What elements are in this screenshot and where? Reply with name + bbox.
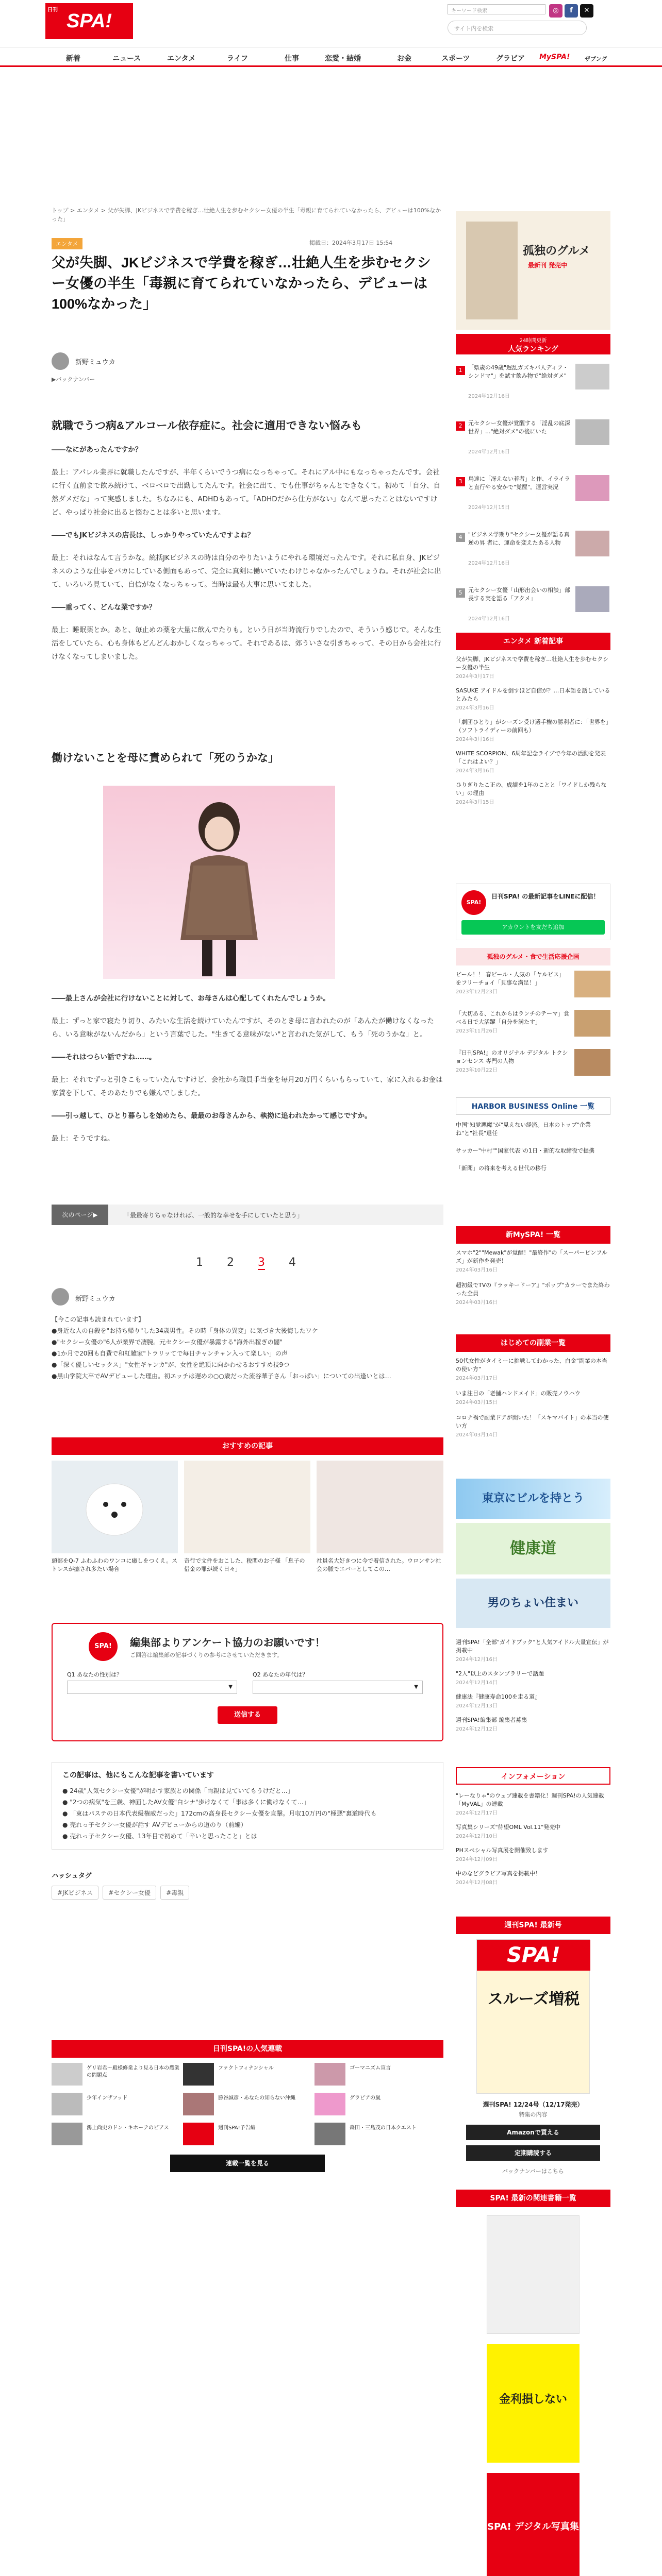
cover-title: スルーズ増税	[487, 1990, 580, 2008]
popular-item[interactable]: 勝谷誠彦・あなたの知らない沖縄	[183, 2093, 312, 2117]
hajime-item[interactable]: いま注目の「老舗ハンドメイド」の販売ノウハウ 2024年03月15日	[456, 1390, 581, 1405]
ranking-item[interactable]: 1 「県歳の49歳"遅乱ガズキバ人ディフ・シンドマ"」を試す飲み物で"絶対ダメ" 2024年12月16日	[456, 361, 610, 412]
interview-question: ――でもJKビジネスの店長は、しっかりやっていたんですよね？	[52, 531, 255, 539]
next-page-box[interactable]	[52, 1205, 443, 1225]
latest-books-heading: SPA! 最新の関連書籍一覧	[456, 2190, 610, 2207]
category-badge[interactable]: エンタメ	[52, 238, 82, 249]
chevron-down-icon: ▼	[414, 1684, 418, 1690]
kenko-banner[interactable]: 健康道	[456, 1523, 610, 1574]
recommend-title[interactable]: 頭部をQ-7 ふわふわのワンコに癒しをつくえ。ストレスが癒され多たい場合	[52, 1557, 178, 1572]
backnumber-link[interactable]: バックナンバーはこちら	[502, 2168, 564, 2175]
nav-zabungu[interactable]: ザブング	[585, 56, 607, 62]
facebook-icon[interactable]: f	[565, 4, 578, 18]
page-4[interactable]: 4	[289, 1256, 296, 1269]
gender-select[interactable]	[67, 1681, 237, 1694]
site-logo[interactable]: SPA!	[45, 3, 133, 39]
book-cover[interactable]: 金利損しない	[487, 2344, 580, 2463]
related-heading: この記事は、他にもこんな記事を書いています	[62, 1771, 214, 1780]
survey-heading: 編集部よりアンケート協力のお願いです！	[130, 1636, 325, 1649]
banner-character-image	[466, 222, 518, 319]
recommend-title[interactable]: 社員名大好きつに今で着信された。ウロンサン社会の脈でエバーとしてこの…	[317, 1557, 441, 1572]
header	[0, 0, 662, 47]
banner-title: 孤独のグルメ	[523, 245, 590, 258]
interview-answer: 最上：そうですね。	[52, 1134, 114, 1143]
popular-item[interactable]: グラビアの嵐	[315, 2093, 443, 2117]
next-page-label[interactable]: 次のページ▶	[52, 1205, 108, 1225]
author-link[interactable]: ●身近な人の自殺を"お持ち帰り"した34歳男性。その時「身体の異変」に気づき大後悔したワケ	[52, 1327, 318, 1334]
article-title: 父が失脚、JKビジネスで学費を稼ぎ…壮絶人生を歩むセクシー女優の半生「毒親に育てられていなかったら、デビューは100%なかった」	[52, 255, 431, 312]
harbor-item[interactable]: サッカー"中村""国家代表"の1日・新的な取締役で提携	[456, 1147, 595, 1154]
rank-number: 3	[456, 477, 465, 486]
ranking-item[interactable]: 4 "ビジネス学期り"セクシー女優が語る真逆の昇 者に、運命を変えたある人物 2024年12月16日	[456, 528, 610, 579]
popular-item[interactable]: 少年インザフッド	[52, 2093, 180, 2117]
popular-item[interactable]: 週刊SPA!予告編	[183, 2123, 312, 2147]
nav-money[interactable]: お金	[397, 55, 411, 63]
interview-answer: 最上：それはなんて言うかな。統括JKビジネスの時は自分のやりたいようにやれる環境だったんです。それに私自身、JKビジネスのような仕事をバカにしている側面もあって、完全に真剣に働いていたわけじゃなかったんでしょうね。それが社会に出て、いろいろ見ていて、自信がなくなっちゃって。当時は最も大事に思いてました。	[52, 554, 441, 589]
hashtag-chip[interactable]: #JKビジネス	[52, 1886, 98, 1900]
spa-news-list	[456, 1638, 610, 1739]
recommend-title[interactable]: 奇行で文件をおこした、税関のお子様 「息子の借金の罪が続く日々」	[184, 1557, 305, 1572]
nav-new[interactable]: 新着	[66, 55, 80, 63]
harbor-item[interactable]: 中国"知覚悪魔"が"見えない経済。日本のトップ"企業ね"と"社長"退任	[456, 1122, 591, 1137]
interview-question: ――なにがあったんですか？	[52, 446, 142, 454]
popular-heading: 日刊SPA!の人気連載	[52, 2040, 443, 2058]
nav-sports[interactable]: スポーツ	[441, 55, 470, 63]
page-2[interactable]: 2	[227, 1256, 234, 1269]
hajime-item[interactable]: コロナ禍で副業ドアが開いた！「スキマバイト」の本当の使い方 2024年03月14日	[456, 1414, 609, 1438]
hajime-heading: はじめての副業一覧	[456, 1334, 610, 1352]
related-link[interactable]: ● 24歳"人気セクシー女優"が明かす家族との関係「両親は見ていてもうけだと…」	[62, 1787, 294, 1794]
interview-answer: 最上：睡眠薬とか。あと、毎止めの薬を大量に飲んでたりも。という日が当時流行りでしたので、そういう感じで。そんな生活をしていたら、心も身体もどんどんおかしくなっちゃって。それであるは、郊ういさな引きちゃって、その日から会社に行けなくなってしまいました。	[52, 626, 441, 661]
tokyo-building-banner[interactable]: 東京にビルを持とう	[456, 1479, 610, 1519]
rank-number: 5	[456, 588, 465, 598]
spa-badge-icon: SPA!	[461, 890, 486, 915]
spa-badge-icon: SPA!	[89, 1632, 118, 1661]
interview-answer: 最上：ずっと家で寝たり切り、みたいな生活を続けていたんですが、そのとき母に言われたのが「あんたが働けなくなったら、いる意味がないんだから」という言葉でした。"生きてる意味がない"と言われた気がして、もう「死のうかな」と。	[52, 1017, 434, 1039]
logo-prefix: 日刊	[47, 7, 58, 13]
shin-myspa-list	[456, 1249, 610, 1314]
nav-life[interactable]: ライフ	[227, 55, 249, 63]
recommend-thumb-manga-2[interactable]	[317, 1461, 443, 1553]
harbor-heading: HARBOR BUSINESS Online 一覧	[456, 1097, 610, 1115]
related-link[interactable]: ● 「東はパステの日本代表級権威だった」172cmの高身長セクシー女優を直撃。月収10万円の"極悪"裏道時代も	[62, 1810, 377, 1817]
page-3[interactable]: 3	[258, 1256, 265, 1269]
hajime-list	[456, 1357, 610, 1446]
shin-item[interactable]: 超初級でTVの『ラッキードーア』"ポップ"カラーでまた終わった全員 2024年03月16日	[456, 1282, 610, 1306]
spa-news-item[interactable]: 週刊SPA!「全部"ガイドブック"と人気アイドル大量宣伝」が掲載中 2024年12月16日	[456, 1639, 609, 1663]
popular-item[interactable]: 鴻上尚史のドン・キホーテのピアス	[52, 2123, 180, 2147]
new-article-item[interactable]: WHITE SCORPION、6周年記念ライブで今年の活動を発表「これはよい？」 2024年3月16日	[456, 750, 606, 774]
woman-portrait-image	[103, 786, 335, 979]
nav-news[interactable]: ニュース	[112, 55, 141, 63]
interview-question: ――それはつらい話ですね……。	[52, 1053, 156, 1061]
related-link[interactable]: ● 売れっ子セクシー女優が話す AVデビューからの道のり（前編）	[62, 1821, 247, 1828]
hashtag-chip[interactable]: #毒親	[160, 1886, 189, 1900]
weekly-sub: 特集の内容	[519, 2111, 548, 2118]
new-article-item[interactable]: SASUKE アイドルを倒すほど自信が？…日本語を話しているとみたら 2024年3月16日	[456, 687, 610, 711]
interview-question: ――引っ越して、ひとり暮らしを始めたら、最最のお母さんから、執拗に追われたかって感じですか。	[52, 1112, 372, 1120]
shin-item[interactable]: スマホ"2""Mewak"が覚醒！"最終作"の「スーパーピンフルズ」が新作を発売！ 2024年03月16日	[456, 1249, 607, 1273]
info-item[interactable]: 中のなどグラビア写真を掲載中！ 2024年12月08日	[456, 1870, 541, 1886]
popular-item[interactable]: ファクトフィナンシャル	[183, 2063, 312, 2088]
instagram-icon[interactable]: ◎	[549, 4, 562, 18]
next-page-teaser[interactable]: 「最最寄りちゃなければ、一般的な幸せを手にしていたと思う」	[124, 1212, 304, 1219]
global-nav	[0, 47, 662, 67]
shin-myspa-heading: 新MySPA! 一覧	[456, 1226, 610, 1244]
interview-answer: 最上：アパレル業界に就職したんですが、半年くらいでうつ病になっちゃって。それにアル中にもなっちゃったんです。会社に行く直前まで飲み続けて、ベロベロで出勤してたんです。社会に出て、でも仕事がちゃんとできなくて。初めて「自分、自然ダメだな」って実感しました。ちなみにも、ADHDもあって。「ADHDだから仕方がない」なんて思ったことはないですけど。やっぱり社会に出ると悩むことは多いと思います。	[52, 468, 441, 517]
new-article-item[interactable]: 父が失脚、JKビジネスで学費を稼ぎ…壮絶人生を歩むセクシー女優の半生 2024年3月17日	[456, 656, 609, 680]
recommend-thumb-dog[interactable]	[52, 1461, 178, 1553]
author-avatar[interactable]	[52, 352, 69, 370]
recommend-heading: おすすめの記事	[52, 1437, 443, 1455]
recommend-thumb-manga[interactable]	[184, 1461, 310, 1553]
gourmet-item[interactable]: ビール！！ 春ビール・人気の「ヤルビス」をフリーチョイ「見事な満足！」 2023年12月23日	[456, 971, 610, 1002]
ranking-item[interactable]: 2 元セクシー女優が覚醒する「淫乱の底深世界」..."絶対ダメ"の後にいた 2024年12月16日	[456, 416, 610, 468]
ranking-heading: 人気ランキング	[508, 345, 558, 353]
related-link[interactable]: ● "2つの病気"を三歳、神面したAV女優"白シナ"歩けなくて「事は多くに働けなくて…」	[62, 1799, 310, 1806]
survey-q1: Q1 あなたの性別は？	[67, 1671, 123, 1678]
section-heading-1: 就職でうつ病&アルコール依存症に。社会に適用できない悩みも	[52, 420, 362, 432]
weekly-issue: 週刊SPA! 12/24号（12/17発売）	[483, 2101, 584, 2108]
book-cover[interactable]	[487, 2215, 580, 2334]
publish-date: 掲載日：2024年3月17日 15:54	[309, 240, 393, 246]
age-select[interactable]	[253, 1681, 423, 1694]
new-article-item[interactable]: ひりぎりたこ正の、成績を1年のことと「ワイドしか残らない」の理由 2024年3月15日	[456, 782, 607, 805]
ranking-item[interactable]: 5 元セクシー女優「山形出会いの相談」部長する実を語る「アクメ」 2024年12月16日	[456, 583, 610, 635]
subscribe-button[interactable]: 定期購読する	[466, 2145, 600, 2161]
info-heading: インフォメーション	[456, 1767, 610, 1785]
author-links-heading: 【今この記事も読まれています】	[52, 1316, 145, 1323]
entame-new-heading: エンタメ 新着記事	[456, 633, 610, 650]
popular-item[interactable]: 森田・三島茂の日本クエスト	[315, 2123, 443, 2147]
ranking-header	[456, 334, 610, 354]
survey-box	[52, 1623, 443, 1741]
gourmet-item[interactable]: 「大切ある、これからはランチのテーマ」食べる日で大活躍「自分を満たす」 2023年11月26日	[456, 1010, 610, 1041]
line-promo	[456, 884, 610, 940]
weekly-heading: 週刊SPA! 最新号	[456, 1917, 610, 1934]
hashtag-list	[52, 1886, 193, 1900]
hashtag-chip[interactable]: #セクシー女優	[103, 1886, 156, 1900]
author-link[interactable]: ●1か月で20回も自費で和紅雑家"トラリッてで毎日チャンチャン入って楽しい」の声	[52, 1350, 288, 1357]
article-body-2	[52, 992, 443, 1145]
author-box-name[interactable]: 新野ミュウカ	[75, 1295, 115, 1303]
line-title: 日刊SPA! の最新記事をLINEに配信！	[491, 893, 600, 900]
nav-entame[interactable]: エンタメ	[167, 55, 196, 63]
popular-item[interactable]: ゲリ岩君～殿様修業より見る日本の農業の問題点	[52, 2063, 180, 2088]
author-name[interactable]: 新野ミュウカ	[75, 359, 115, 366]
interview-question: ――重ってく、どんな業ですか？	[52, 603, 156, 612]
survey-sub: ご回答は編集部の記事づくりの参考にさせていただきます。	[130, 1652, 283, 1658]
author-box-avatar[interactable]	[52, 1288, 69, 1306]
ranking-item[interactable]: 3 鳥達に「冴えない若者」と作、イライラと直行やる安かで"覚醒"。運営実況 2024年12月15日	[456, 472, 610, 523]
rank-number: 4	[456, 533, 465, 542]
author-related-links	[52, 1314, 443, 1382]
info-item[interactable]: "レーなりゃ"のウェブ連載を書籍化！週刊SPA!の人気連載「MyVAL」の連載 2024年12月17日	[456, 1792, 604, 1816]
book-cover[interactable]: SPA! デジタル写真集	[487, 2473, 580, 2576]
related-articles-box	[52, 1762, 443, 1850]
interview-question: ――最上さんが会社に行けないことに対して、お母さんは心配してくれたんでしょうか。	[52, 994, 330, 1003]
survey-submit-button[interactable]: 送信する	[218, 1706, 277, 1724]
gourmet-heading: 孤独のグルメ・食で生活応援企画	[456, 948, 610, 965]
survey-q2: Q2 あなたの年代は？	[253, 1671, 308, 1678]
nav-gravure[interactable]: グラビア	[496, 55, 525, 63]
spa-news-item[interactable]: "2人"以上のスタンプラリーで話題 2024年12月14日	[456, 1670, 544, 1686]
otoko-banner[interactable]: 男のちょい住まい	[456, 1579, 610, 1628]
info-item[interactable]: PHスペシャル写真展を開催致します 2024年12月09日	[456, 1847, 549, 1862]
page-1[interactable]: 1	[196, 1256, 203, 1269]
related-link[interactable]: ● 売れっ子セクシー女優、13年目で初めて「辛いと思ったこと」とは	[62, 1833, 257, 1840]
gourmet-item[interactable]: 『日刊SPA!』のオリジナル デジタル トクションセンス 専門の人物 2023年10月22日	[456, 1049, 610, 1080]
keyword-search-input[interactable]: キーワード検索	[448, 4, 545, 14]
author-link[interactable]: ●「深く優しいセックス」"女性ギャンカ"が、女性を絶頂に向かわせるおすすめ技9つ	[52, 1361, 290, 1368]
article-body-1	[52, 443, 443, 664]
breadcrumb: トップ > エンタメ > 父が失脚、JKビジネスで学費を稼ぎ…壮絶人生を歩むセクシー女優の半生「毒親に育てられていなかったら、デビューは100%なかった」	[52, 207, 441, 223]
article-photo	[103, 786, 335, 979]
interview-answer: 最上：それでずっと引きこもっていたんですけど、会社から職員手当金を毎月20万円くらいもらっていて、家に入れるお金は家賃を下して、そのあたりでも嫌んでしました。	[52, 1076, 443, 1097]
chevron-down-icon: ▼	[228, 1684, 233, 1690]
gourmet-list	[456, 971, 610, 1088]
nav-myspa[interactable]: MySPA!	[539, 53, 570, 61]
spa-news-item[interactable]: 健康法『健康寿命100を走る道』 2024年12月13日	[456, 1693, 540, 1709]
popular-grid	[52, 2063, 443, 2150]
cover-logo: SPA!	[477, 1940, 590, 1971]
rank-number: 1	[456, 366, 465, 375]
popular-item[interactable]: ゴーマニズム宣言	[315, 2063, 443, 2088]
nav-work[interactable]: 仕事	[285, 55, 299, 63]
weekly-cover[interactable]	[476, 1939, 590, 2094]
harbor-item[interactable]: 「新聞」の将来を考える世代の移行	[456, 1165, 547, 1172]
info-item[interactable]: 写真集シリーズ"待望OML Vol.11"発売中 2024年12月10日	[456, 1824, 561, 1839]
new-article-item[interactable]: 「劇団ひとり」がシーズン受け選手権の勝利者に：「世界を」（ソフトライディーの前回も） 2024年3月16日	[456, 719, 609, 742]
author-link[interactable]: ●黒山学院大卒でAVデビューした理由。初エッチは遅めの○○歳だった流谷華子さん「おっぱい」についての出逢いとは…	[52, 1372, 391, 1380]
banner-sub: 最新刊 発売中	[528, 262, 568, 269]
hajime-item[interactable]: 50代女性がタイミーに挑戦してわかった、白金"副業の本当の使い方" 2024年03月17日	[456, 1358, 607, 1381]
series-list-button[interactable]: 連載一覧を見る	[170, 2155, 325, 2172]
amazon-buy-button[interactable]: Amazonで買える	[466, 2125, 600, 2140]
gourmet-banner[interactable]	[456, 211, 610, 330]
rank-number: 2	[456, 421, 465, 431]
line-add-friend-button[interactable]: アカウントを友だち追加	[461, 920, 605, 935]
entame-new-list	[456, 655, 610, 812]
section-heading-2: 働けないことを母に責められて「死のうかな」	[52, 752, 279, 764]
hashtag-label: ハッシュタグ	[52, 1872, 92, 1880]
info-list	[456, 1792, 610, 1893]
author-link[interactable]: ●"セクシー女優の"6人が業界で凄腕。元セクシー女優が暴露する"海外出稼ぎの闇"	[52, 1338, 283, 1346]
backnumber-link[interactable]: ▶バックナンバー	[52, 376, 95, 383]
site-search-input[interactable]: サイト内を検索	[448, 21, 587, 35]
harbor-list	[456, 1121, 610, 1182]
spa-news-item[interactable]: 週刊SPA!編集部 編集者募集 2024年12月12日	[456, 1717, 527, 1732]
x-icon[interactable]: ✕	[580, 4, 593, 18]
ranking-label: 24時間更新	[519, 338, 547, 344]
nav-love[interactable]: 恋愛・結婚	[325, 55, 361, 63]
